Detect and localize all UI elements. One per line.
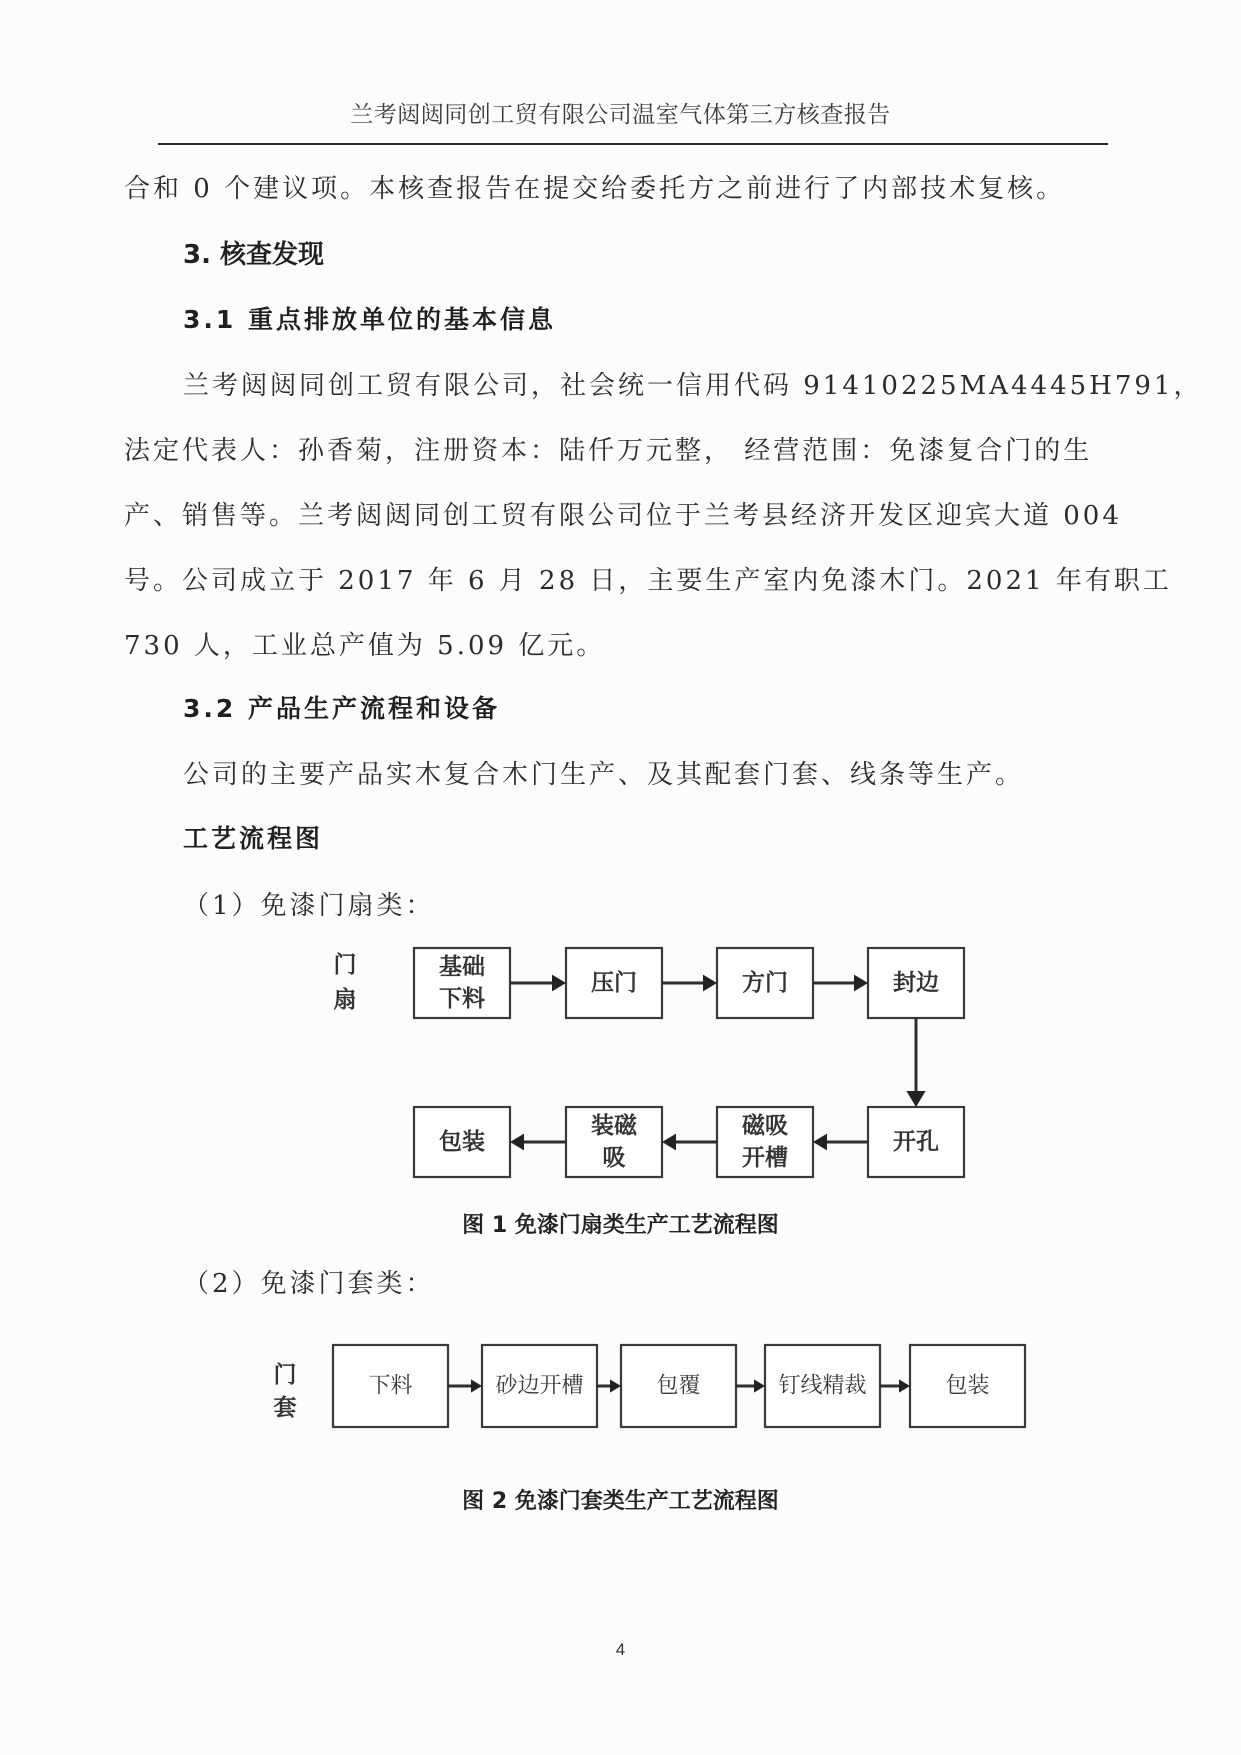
section-3-2-text: 公司的主要产品实木复合木门生产、及其配套门套、线条等生产。 (183, 760, 1025, 790)
paragraph-line: 兰考闼闼同创工贸有限公司，社会统一信用代码 91410225MA4445H791， (183, 371, 1203, 401)
flow-box-label: 钉线精裁 (778, 1373, 867, 1399)
fig1-step (566, 948, 662, 1018)
fig1-step (414, 948, 510, 1018)
arrowhead-icon (854, 975, 868, 992)
arrowhead-icon (754, 1379, 765, 1392)
header-divider (158, 143, 1108, 145)
flow-box-label: 封边 (893, 970, 939, 996)
fig2-step (765, 1345, 880, 1427)
arrowhead-icon (510, 1134, 524, 1151)
figure-1-caption: 图 1 免漆门扇类生产工艺流程图 (462, 1213, 779, 1238)
subsection-2-label: （2）免漆门套类： (183, 1269, 435, 1299)
arrowhead-icon (610, 1379, 621, 1392)
fig2-side-label: 门 (273, 1362, 297, 1388)
intro-line: 合和 0 个建议项。本核查报告在提交给委托方之前进行了内部技术复核。 (124, 174, 1066, 204)
flow-box-label: 包覆 (656, 1373, 701, 1399)
flow-box-label: 开孔 (893, 1129, 939, 1155)
fig1-step (717, 1107, 813, 1177)
flow-chart-heading: 工艺流程图 (183, 824, 324, 853)
flow-box-label: 方门 (742, 970, 788, 996)
figure-1-flowchart (0, 930, 1241, 1200)
fig1-step (566, 1107, 662, 1177)
arrowhead-icon (899, 1379, 910, 1392)
flow-box-label: 基础 (439, 954, 485, 980)
fig2-step (910, 1345, 1025, 1427)
flow-box-label: 压门 (591, 970, 637, 996)
fig1-side-label: 扇 (333, 987, 357, 1013)
fig2-side-label: 套 (273, 1395, 297, 1421)
arrowhead-icon (703, 975, 717, 992)
arrowhead-icon (471, 1379, 482, 1392)
flow-box-label: 装磁 (591, 1113, 637, 1139)
section-3-1-heading: 3.1 重点排放单位的基本信息 (183, 305, 556, 334)
flow-box-label: 下料 (368, 1373, 413, 1399)
flow-box-label: 下料 (439, 986, 485, 1012)
section-3-heading: 3. 核查发现 (183, 240, 325, 270)
report-header-title: 兰考闼闼同创工贸有限公司温室气体第三方核查报告 (350, 102, 891, 128)
page-number: 4 (615, 1640, 626, 1659)
fig1-step (868, 1107, 964, 1177)
paragraph-line: 产、销售等。兰考闼闼同创工贸有限公司位于兰考县经济开发区迎宾大道 004 (124, 501, 1122, 531)
section-3-2-heading: 3.2 产品生产流程和设备 (183, 694, 500, 723)
flow-box-label: 包装 (439, 1129, 485, 1155)
paragraph-line: 730 人，工业总产值为 5.09 亿元。 (124, 631, 606, 661)
fig1-side-label: 门 (333, 952, 357, 978)
arrowhead-icon (906, 1091, 925, 1107)
flow-box-label: 磁吸 (742, 1113, 788, 1139)
arrowhead-icon (813, 1134, 827, 1151)
fig2-step (482, 1345, 597, 1427)
flow-box-label: 开槽 (742, 1145, 788, 1171)
subsection-1-label: （1）免漆门扇类： (183, 891, 435, 921)
fig1-step (414, 1107, 510, 1177)
figure-2-caption: 图 2 免漆门套类生产工艺流程图 (462, 1489, 779, 1514)
figure-2-flowchart (0, 1330, 1241, 1450)
fig1-step (868, 948, 964, 1018)
paragraph-line: 号。公司成立于 2017 年 6 月 28 日，主要生产室内免漆木门。2021 年有职工 (124, 566, 1172, 596)
flow-box-label: 包装 (945, 1373, 990, 1399)
paragraph-line: 法定代表人：孙香菊，注册资本：陆仟万元整， 经营范围：免漆复合门的生 (124, 436, 1093, 466)
arrowhead-icon (662, 1134, 676, 1151)
arrowhead-icon (552, 975, 566, 992)
flow-box-label: 砂边开槽 (495, 1373, 584, 1399)
fig1-step (717, 948, 813, 1018)
flow-box-label: 吸 (602, 1145, 626, 1171)
fig2-step (621, 1345, 736, 1427)
fig2-step (333, 1345, 448, 1427)
